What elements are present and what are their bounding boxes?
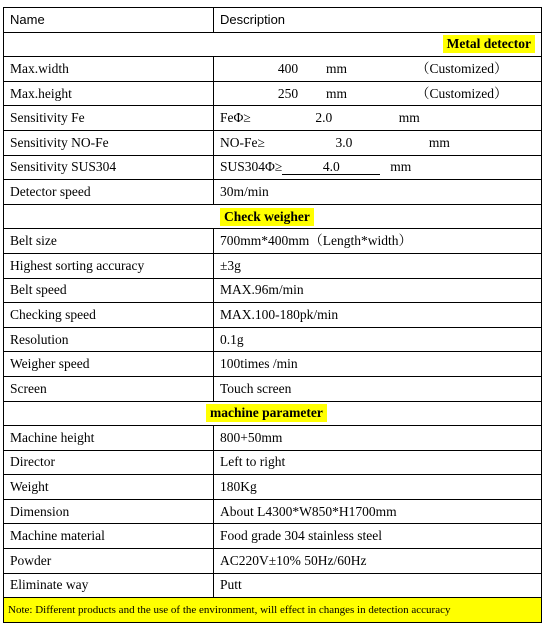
table-row [4, 155, 542, 180]
spec-value: MAX.96m/min [214, 278, 542, 303]
note-text: Note: Different products and the use of the environment, will effect in changes in detection accuracy [4, 598, 542, 623]
spec-label: Weigher speed [4, 352, 214, 377]
header-name: Name [4, 8, 214, 33]
section-title-machine-parameter: machine parameter [206, 404, 327, 422]
spec-label: Machine material [4, 524, 214, 549]
spec-value: About L4300*W850*H1700mm [214, 499, 542, 524]
spec-value [214, 81, 542, 106]
section-row-metal-detector [4, 32, 542, 57]
max-width-value: 400 [277, 60, 299, 76]
sens-sus-unit: mm [390, 159, 412, 175]
section-cell [4, 401, 542, 426]
spec-value: 30m/min [214, 180, 542, 205]
table-row [4, 106, 542, 131]
spec-label: Machine height [4, 426, 214, 451]
sens-sus-value: 4.0 [282, 160, 380, 175]
spec-label: Director [4, 450, 214, 475]
sens-nofe-value: 3.0 [335, 134, 353, 150]
spec-value: ±3g [214, 253, 542, 278]
note-row [4, 598, 542, 623]
table-row [4, 278, 542, 303]
spec-label: Belt size [4, 229, 214, 254]
section-title-check-weigher: Check weigher [220, 208, 314, 226]
spec-value: Putt [214, 573, 542, 598]
max-width-unit: mm [326, 60, 348, 76]
section-cell [4, 204, 542, 229]
table-row [4, 81, 542, 106]
table-row [4, 376, 542, 401]
table-row [4, 180, 542, 205]
max-width-note: （Customized） [416, 60, 508, 76]
table-row [4, 57, 542, 82]
spec-label: Sensitivity Fe [4, 106, 214, 131]
spec-value: 180Kg [214, 475, 542, 500]
sens-nofe-prefix: NO-Fe≥ [220, 134, 265, 150]
section-title-metal-detector: Metal detector [443, 35, 535, 53]
sens-fe-prefix: FeΦ≥ [220, 110, 251, 126]
sens-sus-prefix: SUS304Φ≥ [220, 159, 283, 175]
spec-label: Screen [4, 376, 214, 401]
table-row [4, 524, 542, 549]
table-row [4, 549, 542, 574]
spec-value [214, 57, 542, 82]
spec-value: 700mm*400mm（Length*width） [214, 229, 542, 254]
spec-label: Detector speed [4, 180, 214, 205]
spec-label: Weight [4, 475, 214, 500]
spec-label: Resolution [4, 327, 214, 352]
spec-value: Food grade 304 stainless steel [214, 524, 542, 549]
spec-label: Sensitivity SUS304 [4, 155, 214, 180]
spec-label: Dimension [4, 499, 214, 524]
spec-value: 100times /min [214, 352, 542, 377]
table-row [4, 450, 542, 475]
table-row [4, 303, 542, 328]
table-row [4, 499, 542, 524]
max-height-value: 250 [277, 85, 299, 101]
section-row-check-weigher [4, 204, 542, 229]
spec-label: Checking speed [4, 303, 214, 328]
header-row [4, 8, 542, 33]
table-row [4, 352, 542, 377]
spec-table [3, 7, 542, 623]
max-height-unit: mm [326, 85, 348, 101]
spec-label: Highest sorting accuracy [4, 253, 214, 278]
spec-value: 800+50mm [214, 426, 542, 451]
spec-label: Max.height [4, 81, 214, 106]
table-row [4, 229, 542, 254]
table-row [4, 327, 542, 352]
spec-value [214, 106, 542, 131]
spec-value: MAX.100-180pk/min [214, 303, 542, 328]
sens-nofe-unit: mm [428, 134, 450, 150]
spec-label: Eliminate way [4, 573, 214, 598]
table-row [4, 426, 542, 451]
spec-value [214, 155, 542, 180]
spec-label: Belt speed [4, 278, 214, 303]
section-row-machine-parameter [4, 401, 542, 426]
table-row [4, 130, 542, 155]
spec-value: 0.1g [214, 327, 542, 352]
section-cell [4, 32, 542, 57]
table-row [4, 475, 542, 500]
table-row [4, 573, 542, 598]
spec-label: Max.width [4, 57, 214, 82]
spec-value: Touch screen [214, 376, 542, 401]
table-row [4, 253, 542, 278]
spec-label: Sensitivity NO-Fe [4, 130, 214, 155]
spec-value: AC220V±10% 50Hz/60Hz [214, 549, 542, 574]
spec-value [214, 130, 542, 155]
sens-fe-unit: mm [398, 110, 420, 126]
spec-label: Powder [4, 549, 214, 574]
max-height-note: （Customized） [416, 85, 508, 101]
sens-fe-value: 2.0 [315, 110, 333, 126]
spec-value: Left to right [214, 450, 542, 475]
header-description: Description [214, 8, 542, 33]
